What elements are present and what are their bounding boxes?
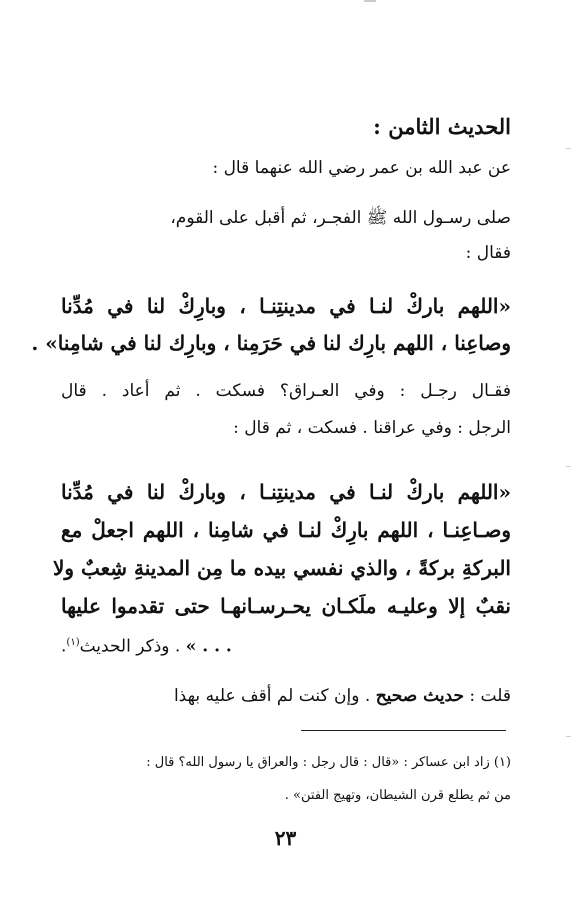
text-line-7 <box>61 688 511 705</box>
text-line-5: الرجل : وفي عراقنا . فسكت ، ثم قال : <box>233 418 511 438</box>
hadith-line-2: وصاعِنا ، اللهم بارِك لنا في حَرَمِنا ، وبارِك لنا في شامِنا» . <box>31 331 511 355</box>
text-line-4: فقـال رجـل : وفي العـراق؟ فسكت . ثم أعاد . قال <box>61 381 511 401</box>
hadith-line-3: «اللهم باركْ لنـا في مدينتِنـا ، وباركْ لنا في مُدِّنا <box>61 480 511 504</box>
period: . <box>61 636 67 657</box>
text-line-6 <box>61 638 361 656</box>
hadith-line-1: «اللهم باركْ لنـا في مدينتِنـا ، وبارِكْ لنا في مُدِّنا <box>61 294 511 318</box>
mention-text: . وذكر الحديث <box>79 636 181 657</box>
text-line-1: عن عبد الله بن عمر رضي الله عنهما قال : <box>212 158 511 178</box>
qultu-text: قلت : <box>469 686 511 706</box>
grading-text: حديث صحيح <box>375 686 464 706</box>
page-number: ٢٣ <box>274 826 297 850</box>
scan-mark-top <box>364 0 376 2</box>
footnote-line-1: (١) زاد ابن عساكر : «قال : قال رجل : والعراق يا رسول الله؟ قال : <box>146 755 511 770</box>
hadith-line-5: البركةِ بركةً ، والذي نفسي بيده ما مِن المدينةِ شِعبٌ ولا <box>52 556 511 580</box>
hadith-ellipsis: . . . » <box>185 636 232 657</box>
scan-mark-right-1 <box>566 148 571 149</box>
scan-mark-right-2 <box>566 466 571 467</box>
continuation-text: . وإن كنت لم أقف عليه بهذا <box>173 686 371 706</box>
footnote-ref: (١) <box>66 637 80 648</box>
footnote-divider <box>301 730 506 731</box>
hadith-line-6: نقبٌ إلا وعليـه ملَكـان يحـرسـانهـا حتى تقدموا عليها <box>61 594 511 618</box>
hadith-heading: الحديث الثامن : <box>373 114 511 139</box>
scan-mark-right-3 <box>566 736 571 737</box>
text-line-2: صلى رسـول الله ﷺ الفجـر، ثم أقبل على القوم، <box>170 208 511 228</box>
text-line-3: فقال : <box>465 243 511 263</box>
hadith-line-4: وصـاعِنـا ، اللهم بارِكْ لنـا في شامِنا ، اللهم اجعلْ مع <box>61 518 511 542</box>
footnote-line-2: من ثم يطلع قرن الشيطان، وتهيج الفتن» . <box>284 788 511 803</box>
